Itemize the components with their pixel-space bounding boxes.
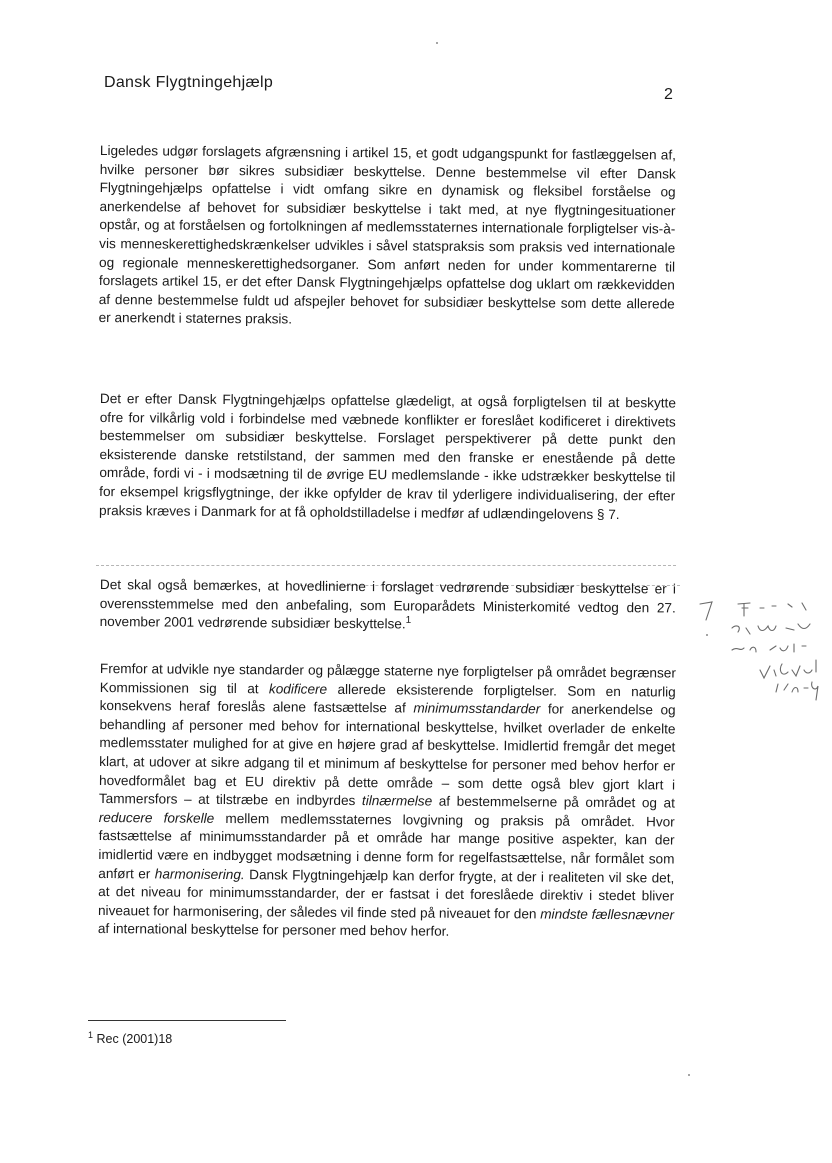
emphasis-tilnaermelse: tilnærmelse [361, 793, 433, 809]
page-number: 2 [664, 86, 673, 103]
emphasis-harmonisering: harmonisering. [154, 865, 245, 882]
text-run: Fremfor at udvikle nye standarder og pålægge staterne nye forpligtelser på området begrænser Kommissionen sig til at [99, 660, 676, 696]
emphasis-kodificere: kodificere [268, 680, 328, 697]
footnote-mark: 1 [88, 1030, 94, 1040]
footnote [88, 1030, 172, 1046]
footnote-reference[interactable]: 1 [405, 615, 412, 627]
text-run: allerede eksisterende forpligtelser. Som en naturlig konsekvens heraf foreslås alene fastsættelse af [99, 681, 676, 716]
paragraph-4 [98, 660, 676, 943]
handwritten-annotation-icon [698, 600, 826, 710]
paragraph-3 [100, 576, 676, 636]
text-run: Dansk Flygtningehjælp kan derfor frygte, at der i realiteten vil ske det, at det niveau for minimumsstandarder, der er fastsat i det foreslåede direktiv i stedet bliver niveauet for harmonisering, der således vil finde sted på niveauet for den [97, 866, 675, 922]
text-run: af international beskyttelse for personer med behov herfor. [97, 921, 450, 940]
text-run: for anerkendelse og behandling af personer med behov for international beskyttelse, hvilket overlader de enkelte medlemsstater mulighed for at give en højere grad af beskyttelse. Imidlertid fremgår det meget klart, at udover at sikre adgang til et minimum af beskyttelse for personer med behov herfor er hovedformålet bag et EU direktiv på dette område – som dette også blev gjort klart i Tammersfors – at tilstræbe en indbyrdes [98, 701, 676, 809]
emphasis-minimumsstandarder: minimumsstandarder [413, 700, 541, 717]
paragraph-3-text [100, 576, 676, 636]
scan-speck [436, 42, 438, 44]
paragraph-4-text [98, 660, 676, 943]
footnote-separator [88, 1020, 286, 1021]
scan-speck [688, 1074, 690, 1076]
emphasis-mindste-faellesnaevner: mindste fællesnævner [540, 906, 675, 923]
paragraph-3-body: Det skal også bemærkes, at hovedlinierne i forslaget vedrørende subsidiær beskyttelse er i overensstemmelse med den anbefaling, som Europarådets Ministerkomité vedtog den 27. november 2001 vedrørende subsidiær beskyttelse. [99, 576, 676, 632]
paragraph-1-text: Ligeledes udgør forslagets afgrænsning i artikel 15, et godt udgangspunkt for fastlæggelsen af, hvilke personer bør sikres subsidiær beskyttelse. Denne bestemmelse vil efter Dansk Flygtningehjælps opfattelse i vidt omfang sikre en dynamisk og fleksibel forståelse og anerkendelse af behovet for subsidiær beskyttelse i takt med, at nye flygtningesituationer opstår, og at forståelsen og fortolkningen af medlemsstaternes internationale forpligtelser vis-à-vis menneskerettighedskrænkelser udvikles i såvel statspraksis som praksis ved internationale og regionale menneskerettighedsorganer. Som anført neden for under kommentarerne til forslagets artikel 15, er det efter Dansk Flygtningehjælps opfattelse dog uklart om rækkevidden af denne bestemmelse fuldt ud afspejler behovet for subsidiær beskyttelse som dette allerede er anerkendt i staternes praksis. [98, 142, 676, 327]
paragraph-2-text: Det er efter Dansk Flygtningehjælps opfattelse glædeligt, at også forpligtelsen til at beskytte ofre for vilkårlig vold i forbindelse med væbnede konflikter er foreslået kodificeret i direktivets bestemmelser om subsidiær beskyttelse. Forslaget perspektiverer på dette punkt den eksisterende danske retstilstand, der sammen med den franske er enestående på dette område, fordi vi - i modsætning til de øvrige EU medlemslande - ikke udstrækker beskyttelse til for eksempel krigsflygtninge, der ikke opfylder de krav til yderligere individualisering, der efter praksis kræves i Danmark for at få opholdstilladelse i medfør af udlændingelovens § 7. [98, 390, 676, 522]
scan-speck [706, 634, 708, 636]
text-run: af bestemmelserne på området og at [432, 793, 675, 811]
scan-artifact-line [96, 565, 676, 566]
organization-header: Dansk Flygtningehjælp [104, 74, 274, 91]
text-run: mellem medlemsstaternes lovgivning og praksis på området. Hvor fastsættelse af minimumsstandarder på et område har mange positive aspekter, kan der imidlertid være en indbygget modsætning i denne form for regelfastsættelse, når formålet som anført er [98, 810, 675, 881]
footnote-text: Rec (2001)18 [96, 1032, 173, 1047]
paragraph-1 [99, 142, 676, 332]
paragraph-2 [99, 390, 676, 525]
emphasis-reducere-forskelle: reducere forskelle [98, 809, 215, 826]
